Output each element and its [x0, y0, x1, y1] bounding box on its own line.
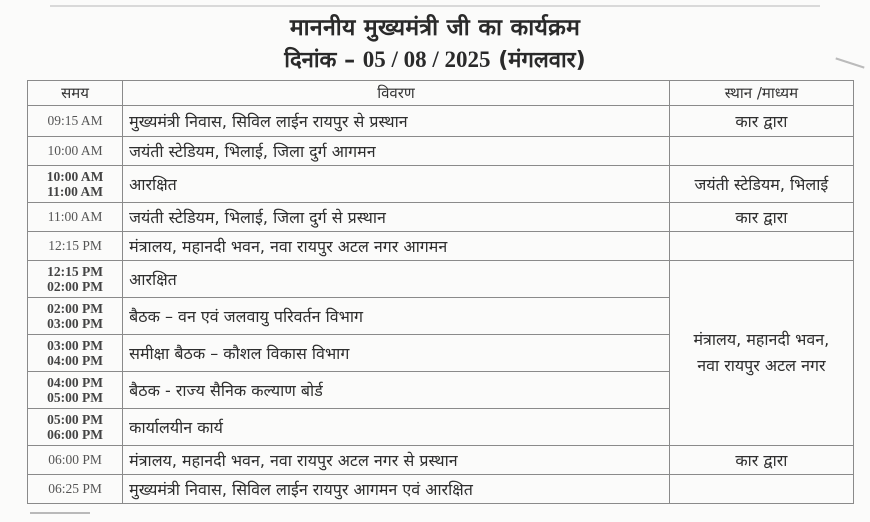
row-place: कार द्वारा	[669, 446, 853, 475]
row-time-start: 10:00 AM	[46, 169, 104, 184]
row-details: आरक्षित	[123, 166, 670, 203]
header-time: समय	[28, 81, 123, 106]
row-time-start: 02:00 PM	[47, 301, 103, 316]
cropped-footer-text	[30, 512, 90, 522]
row-time-range	[28, 298, 123, 335]
row-details: मुख्यमंत्री निवास, सिविल लाईन रायपुर से प्रस्थान	[123, 106, 670, 137]
row-time-range	[28, 409, 123, 446]
row-time-end: 02:00 PM	[47, 279, 103, 294]
row-time: 06:00 PM	[28, 446, 123, 475]
row-time-range	[28, 335, 123, 372]
row-place-merged	[669, 261, 853, 446]
row-place: कार द्वारा	[669, 106, 853, 137]
header-place: स्थान /माध्यम	[669, 81, 853, 106]
row-time: 12:15 PM	[28, 232, 123, 261]
row-place	[669, 232, 853, 261]
row-details: कार्यालयीन कार्य	[123, 409, 670, 446]
row-time: 11:00 AM	[28, 203, 123, 232]
row-time-start: 12:15 PM	[47, 264, 103, 279]
row-place: कार द्वारा	[669, 203, 853, 232]
row-place	[669, 475, 853, 504]
table-row	[28, 106, 854, 137]
row-details: जयंती स्टेडियम, भिलाई, जिला दुर्ग आगमन	[123, 137, 670, 166]
table-row	[28, 166, 854, 203]
table-row	[28, 475, 854, 504]
date-label: दिनांक	[284, 48, 337, 73]
row-details: मुख्यमंत्री निवास, सिविल लाईन रायपुर आगमन एवं आरक्षित	[123, 475, 670, 504]
row-time-start: 05:00 PM	[47, 412, 103, 427]
table-row	[28, 446, 854, 475]
row-time-range	[28, 261, 123, 298]
merged-place-line1: मंत्रालय, महानदी भवन,	[693, 330, 830, 349]
date-value: 05 / 08 / 2025	[362, 47, 491, 72]
schedule-table	[27, 80, 854, 504]
table-row	[28, 261, 854, 298]
table-row	[28, 232, 854, 261]
row-time: 06:25 PM	[28, 475, 123, 504]
row-place	[669, 137, 853, 166]
table-header-row	[28, 81, 854, 106]
row-details: समीक्षा बैठक – कौशल विकास विभाग	[123, 335, 670, 372]
row-time-start: 03:00 PM	[47, 338, 103, 353]
document-date-line	[0, 44, 870, 74]
row-time-range	[28, 166, 123, 203]
row-time: 10:00 AM	[28, 137, 123, 166]
date-separator: –	[344, 48, 356, 73]
row-details: आरक्षित	[123, 261, 670, 298]
row-details: मंत्रालय, महानदी भवन, नवा रायपुर अटल नगर से प्रस्थान	[123, 446, 670, 475]
row-details: मंत्रालय, महानदी भवन, नवा रायपुर अटल नगर आगमन	[123, 232, 670, 261]
row-details: जयंती स्टेडियम, भिलाई, जिला दुर्ग से प्रस्थान	[123, 203, 670, 232]
table-row	[28, 203, 854, 232]
row-time: 09:15 AM	[28, 106, 123, 137]
top-rule	[50, 5, 820, 7]
merged-place-line2: नवा रायपुर अटल नगर	[697, 356, 826, 375]
table-row	[28, 137, 854, 166]
row-place: जयंती स्टेडियम, भिलाई	[669, 166, 853, 203]
day-value: (मंगलवार)	[498, 48, 586, 73]
header-details: विवरण	[123, 81, 670, 106]
row-time-end: 05:00 PM	[47, 390, 103, 405]
document-title: माननीय मुख्यमंत्री जी का कार्यक्रम	[289, 15, 581, 41]
row-time-end: 04:00 PM	[47, 353, 103, 368]
row-time-start: 04:00 PM	[47, 375, 103, 390]
row-time-end: 03:00 PM	[47, 316, 103, 331]
row-time-range	[28, 372, 123, 409]
row-time-end: 06:00 PM	[47, 427, 103, 442]
row-time-end: 11:00 AM	[47, 184, 104, 199]
row-details: बैठक - राज्य सैनिक कल्याण बोर्ड	[123, 372, 670, 409]
row-details: बैठक – वन एवं जलवायु परिवर्तन विभाग	[123, 298, 670, 335]
